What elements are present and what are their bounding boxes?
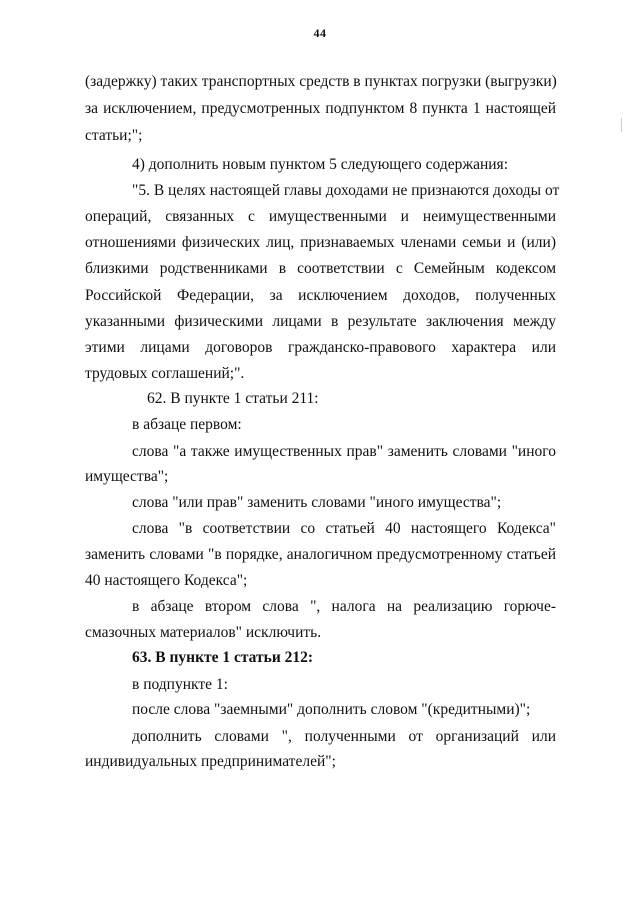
text-line-12: трудовых соглашений;". [85, 365, 245, 382]
text-line-22: смазочных материалов" исключить. [85, 624, 322, 641]
text-line-20: 40 настоящего Кодекса"; [85, 572, 248, 589]
text-line-17: слова "или прав" заменить словами "иного имущества"; [132, 494, 502, 511]
text-line-1: (задержку) таких транспортных средств в пунктах погрузки (выгрузки) [85, 73, 557, 90]
text-line-15: слова "а также имущественных прав" заменить словами "иного [132, 443, 556, 460]
text-line-11: этими лицами договоров гражданско-правового характера или [85, 339, 556, 356]
text-line-27: индивидуальных предпринимателей"; [85, 753, 336, 770]
text-line-3: статьи;"; [85, 127, 143, 144]
text-line-25: после слова "заемными" дополнить словом "(кредитными)"; [132, 701, 531, 718]
text-line-26: дополнить словами ", полученными от организаций или [132, 728, 556, 745]
text-line-13: 62. В пункте 1 статьи 211: [147, 390, 319, 407]
text-line-7: отношениями физических лиц, признаваемых членами семьи и (или) [85, 234, 556, 251]
text-line-19: заменить словами "в порядке, аналогичном предусмотренному статьей [85, 546, 556, 563]
page-number: 44 [313, 26, 327, 40]
text-line-18: слова "в соответствии со статьей 40 настоящего Кодекса" [132, 520, 556, 537]
text-line-8: близкими родственниками в соответствии с Семейным кодексом [85, 260, 556, 277]
text-line-5: "5. В целях настоящей главы доходами не признаются доходы от [132, 182, 560, 199]
text-line-14: в абзаце первом: [132, 416, 242, 433]
text-line-6: операций, связанных с имущественными и неимущественными [85, 208, 556, 225]
text-line-21: в абзаце втором слова ", налога на реализацию горюче- [132, 598, 556, 615]
text-line-24: в подпункте 1: [132, 676, 228, 693]
text-line-23: 63. В пункте 1 статьи 212: [132, 649, 314, 666]
text-line-4: 4) дополнить новым пунктом 5 следующего содержания: [132, 156, 508, 173]
text-line-16: имущества"; [85, 468, 169, 485]
text-line-10: указанными физическими лицами в результате заключения между [85, 313, 556, 330]
text-line-2: за исключением, предусмотренных подпунктом 8 пункта 1 настоящей [85, 100, 556, 117]
scan-mark [621, 118, 622, 132]
text-line-9: Российской Федерации, за исключением доходов, полученных [85, 287, 556, 304]
